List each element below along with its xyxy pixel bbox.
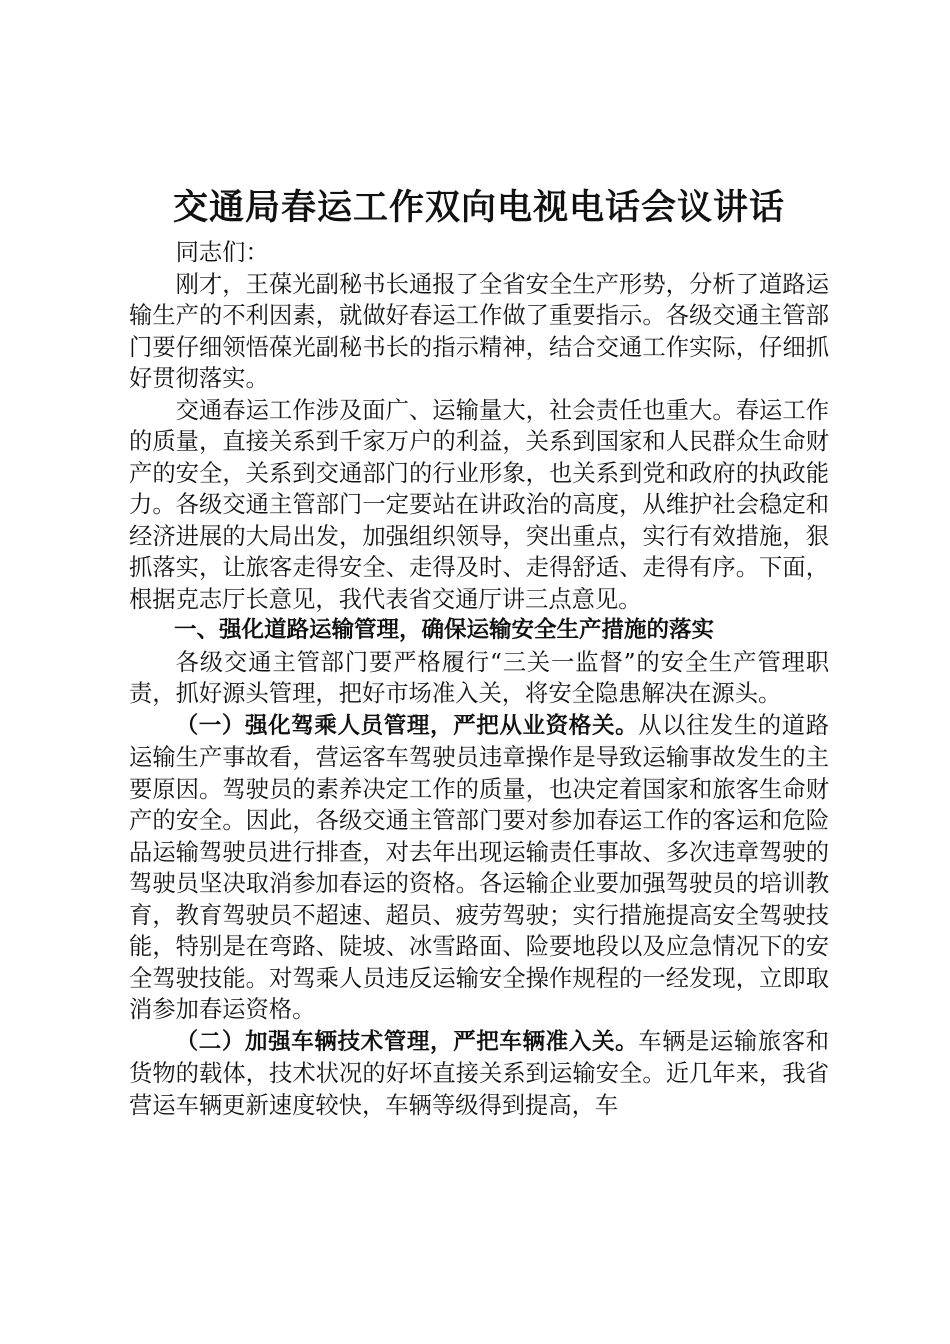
greeting: 同志们： xyxy=(175,239,269,266)
item-2-paragraph xyxy=(129,1026,829,1122)
paragraph-importance: 交通春运工作涉及面广、运输量大，社会责任也重大。春运工作的质量，直接关系到千家万户的利益，关系到国家和人民群众生命财产的安全，关系到交通部门的行业形象，也关系到党和政府的执政能力。各级交通主管部门一定要站在讲政治的高度，从维护社会稳定和经济进展的大局出发，加强组织领导，突出重点，实行有效措施，狠抓落实，让旅客走得安全、走得及时、走得舒适、走得有序。下面，根据克志厅长意见，我代表省交通厅讲三点意见。 xyxy=(129,396,829,613)
item-1-lead: （一）强化驾乘人员管理，严把从业资格关。 xyxy=(175,712,639,739)
document-body xyxy=(129,237,829,1121)
document-title: 交通局春运工作双向电视电话会议讲话 xyxy=(172,187,785,228)
item-1-paragraph xyxy=(129,710,829,1026)
section-1-intro: 各级交通主管部门要严格履行“三关一监督”的安全生产管理职责，抓好源头管理，把好市场准入关，将安全隐患解决在源头。 xyxy=(129,648,829,707)
item-1-text: 从以往发生的道路运输生产事故看，营运客车驾驶员违章操作是导致运输事故发生的主要原因。驾驶员的素养决定工作的质量，也决定着国家和旅客生命财产的安全。因此，各级交通主管部门要对参加春运工作的客运和危险品运输驾驶员进行排查，对去年出现运输责任事故、多次违章驾驶的驾驶员坚决取消参加春运的资格。各运输企业要加强驾驶员的培训教育，教育驾驶员不超速、超员、疲劳驾驶；实行措施提高安全驾驶技能，特别是在弯路、陡坡、冰雪路面、险要地段以及应急情况下的安全驾驶技能。对驾乘人员违反运输安全操作规程的一经发现，立即取消参加春运资格。 xyxy=(129,711,829,1023)
section-heading-1: 一、强化道路运输管理，确保运输安全生产措施的落实 xyxy=(174,617,715,643)
paragraph-opening: 刚才，王葆光副秘书长通报了全省安全生产形势，分析了道路运输生产的不利因素，就做好春运工作做了重要指示。各级交通主管部门要仔细领悟葆光副秘书长的指示精神，结合交通工作实际，仔细抓好贯彻落实。 xyxy=(129,270,829,392)
item-2-lead: （二）加强车辆技术管理，严把车辆准入关。 xyxy=(175,1028,639,1055)
item-2-text: 车辆是运输旅客和货物的载体，技术状况的好坏直接关系到运输安全。近几年来，我省营运车辆更新速度较快，车辆等级得到提高，车 xyxy=(129,1027,829,1119)
